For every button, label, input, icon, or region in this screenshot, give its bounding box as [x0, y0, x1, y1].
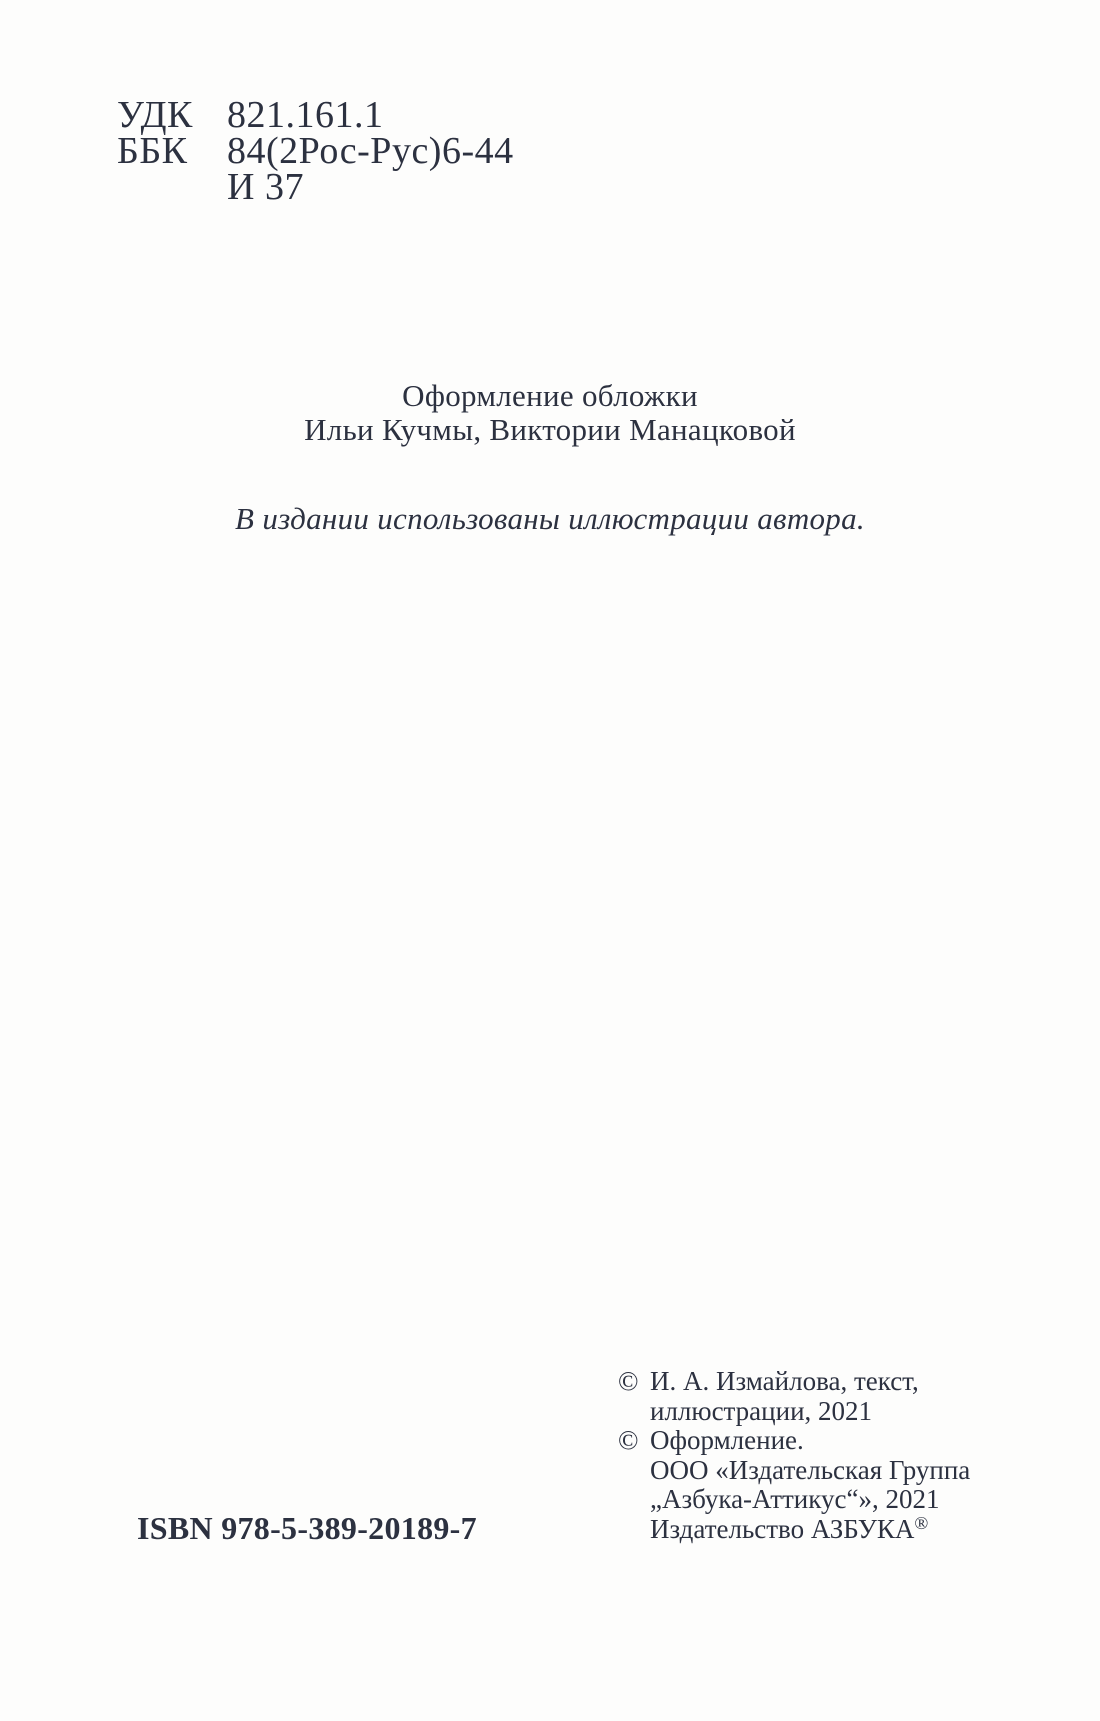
copyright-line: Оформление. [650, 1425, 804, 1455]
udk-label: УДК [117, 94, 193, 136]
copyright-line: И. А. Измайлова, текст, [650, 1366, 919, 1396]
copyright-line [650, 1512, 970, 1545]
copyright-block [618, 1367, 970, 1544]
copyright-publisher-lines [650, 1426, 970, 1544]
cataloging-block [117, 94, 514, 208]
bbk-value: 84(2Рос-Рус)6-44 [227, 130, 514, 172]
bbk-row [117, 130, 514, 172]
copyright-symbol: © [618, 1425, 639, 1455]
author-mark-spacer [117, 169, 227, 205]
publisher-name: Издательство АЗБУКА [650, 1513, 915, 1544]
design-credit-line-2: Ильи Кучмы, Виктории Манацковой [304, 412, 796, 447]
copyright-symbol: © [618, 1366, 639, 1396]
udk-row [117, 94, 514, 136]
copyright-line: ООО «Издательская Группа [650, 1454, 971, 1485]
registered-trademark-mark: ® [914, 1512, 929, 1533]
copyright-line: иллюстрации, 2021 [650, 1395, 873, 1426]
design-credit-line-1: Оформление обложки [402, 378, 698, 413]
copyright-line: „Азбука-Аттикус“», 2021 [650, 1484, 940, 1514]
udk-value: 821.161.1 [227, 94, 384, 136]
illustration-notice: В издании использованы иллюстрации автора. [235, 501, 865, 536]
isbn: ISBN 978-5-389-20189-7 [137, 1510, 477, 1546]
bbk-label: ББК [117, 130, 188, 172]
design-credit-block [0, 379, 1100, 447]
author-mark-row [117, 166, 514, 208]
copyright-author-lines [650, 1367, 919, 1426]
copyright-entry-publisher [618, 1426, 970, 1544]
copyright-entry-author [618, 1367, 970, 1426]
author-mark: И 37 [227, 166, 304, 208]
